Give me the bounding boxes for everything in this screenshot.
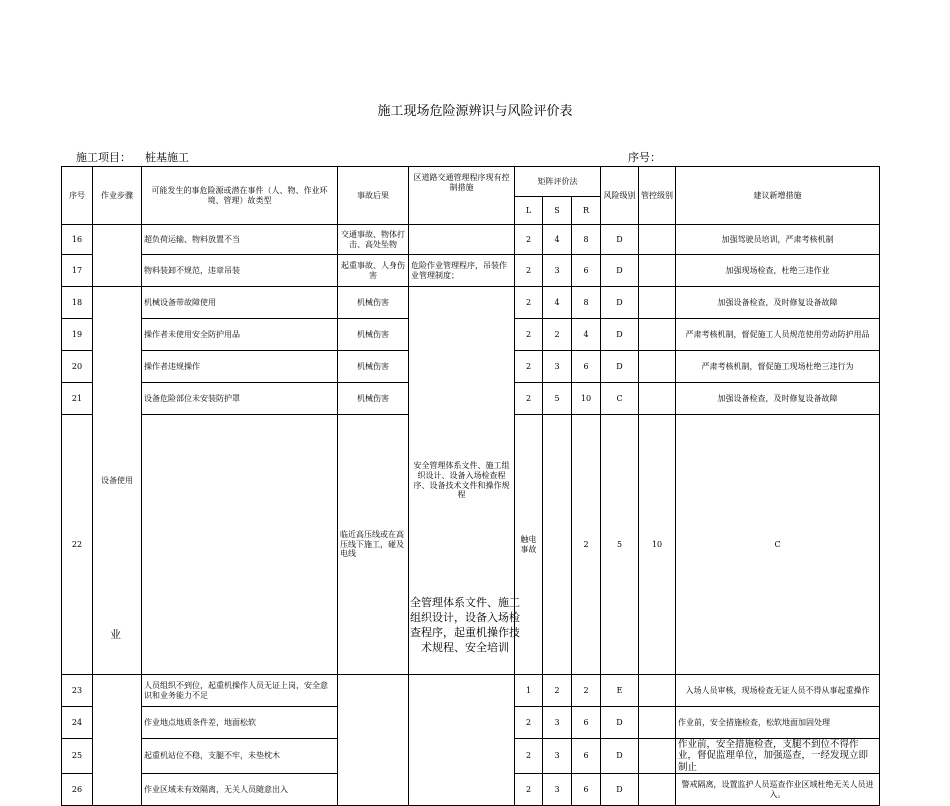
- row-risk-level: D: [601, 351, 639, 383]
- risk-assessment-table: [61, 166, 880, 806]
- row-no: 17: [62, 255, 93, 287]
- row-risk-level: D: [601, 287, 639, 319]
- table-row: [62, 255, 880, 287]
- row-r: 10: [639, 415, 676, 675]
- row-l: 2: [515, 287, 543, 319]
- header-r: R: [572, 197, 601, 225]
- row-no: 21: [62, 383, 93, 415]
- row-measure: 加强设备检查，及时修复设备故障: [676, 287, 880, 319]
- row-r: 8: [572, 225, 601, 255]
- row-r: 2: [572, 675, 601, 707]
- row-risk-level: E: [601, 675, 639, 707]
- table-row: [62, 675, 880, 707]
- row-r: 6: [572, 351, 601, 383]
- row-hazard: 操作者违规操作: [142, 351, 338, 383]
- header-matrix: 矩阵评价法: [515, 167, 601, 197]
- row-control-level: [639, 351, 676, 383]
- row-l: 2: [515, 319, 543, 351]
- row-s: 2: [543, 319, 572, 351]
- row-control-level: [639, 225, 676, 255]
- row-consequence: 机械伤害: [338, 319, 409, 351]
- row-s: 2: [543, 675, 572, 707]
- row-r: 8: [572, 287, 601, 319]
- row-l: 2: [515, 383, 543, 415]
- row-hazard: 人员组织不到位，起重机操作人员无证上岗，安全意识和业务能力不足: [142, 675, 338, 707]
- row-control-level: [639, 739, 676, 774]
- row-hazard: 超负荷运输、物料放置不当: [142, 225, 338, 255]
- row-consequence: 机械伤害: [338, 287, 409, 319]
- header-risk-level: 风险级别: [601, 167, 639, 225]
- row-control-level: [639, 774, 676, 806]
- row-r: 6: [572, 774, 601, 806]
- row-hazard: 机械设备带故障使用: [142, 287, 338, 319]
- header-l: L: [515, 197, 543, 225]
- row-measure: 警戒隔离，设置监护人员巡查作业区域杜绝无关人员进入。: [676, 774, 880, 806]
- row-s: 4: [543, 225, 572, 255]
- row-hazard: 作业地点地质条件差，地面松软: [142, 707, 338, 739]
- header-control-level: 管控级别: [639, 167, 676, 225]
- project-value: 桩基施工: [145, 151, 189, 164]
- row-measure: 入场人员审核，现场检查无证人员不得从事起重操作: [676, 675, 880, 707]
- row-controls: [409, 675, 515, 806]
- row-consequence: 机械伤害: [338, 351, 409, 383]
- row-risk-level: C: [601, 383, 639, 415]
- row-no: 16: [62, 225, 93, 255]
- project-label: 施工项目：: [76, 151, 131, 164]
- row-risk-level: D: [601, 225, 639, 255]
- row-r: 6: [572, 707, 601, 739]
- row-l: 2: [515, 225, 543, 255]
- overflow-controls-text: 全管理体系文件、施工组织设计，设备入场检查程序，起重机操作技术规程、安全培训: [410, 596, 520, 654]
- row-hazard: 设备危险部位未安装防护罩: [142, 383, 338, 415]
- row-controls: [543, 415, 572, 675]
- row-no: 18: [62, 287, 93, 319]
- row-risk-level: D: [601, 319, 639, 351]
- row-l: 2: [515, 707, 543, 739]
- row-step: [142, 415, 338, 675]
- row-s: 5: [543, 383, 572, 415]
- row-step: [93, 675, 142, 806]
- row-consequence: 机械伤害: [338, 383, 409, 415]
- controls-merged: 安全管理体系文件、施工组织设计、设备入场检查程序、设备技术文件和操作规程: [409, 287, 515, 675]
- page-title: 施工现场危险源辨识与风险评价表: [377, 104, 573, 119]
- row-control-level: [639, 255, 676, 287]
- row-hazard: 操作者未使用安全防护用品: [142, 319, 338, 351]
- row-hazard: 物料装卸不规范，违章吊装: [142, 255, 338, 287]
- row-s: 3: [543, 739, 572, 774]
- row-step: [93, 225, 142, 287]
- row-risk-level: D: [601, 739, 639, 774]
- header-measures: 建议新增措施: [676, 167, 880, 225]
- table-row: [62, 225, 880, 255]
- row-l: 1: [515, 675, 543, 707]
- row-measure: 加强驾驶员培训，严肃考核机制: [676, 225, 880, 255]
- row-s: 3: [543, 351, 572, 383]
- row-s: 3: [543, 707, 572, 739]
- row-hazard: 临近高压线或在高压线下施工，碰及电线: [338, 415, 409, 675]
- header-controls: 区道路交通管理程序现有控制措施: [409, 167, 515, 225]
- row-risk-level: D: [601, 255, 639, 287]
- row-hazard: 作业区域未有效隔离，无关人员随意出入: [142, 774, 338, 806]
- row-control-level: [639, 675, 676, 707]
- row-consequence: 交通事故、物体打击、高处坠物: [338, 225, 409, 255]
- step-group-equipment: 设备使用: [93, 287, 142, 675]
- row-r: 6: [572, 739, 601, 774]
- row-control-level: [639, 707, 676, 739]
- row-control-level: [639, 287, 676, 319]
- row-l: 2: [572, 415, 601, 675]
- table-row: [62, 287, 880, 319]
- header-consequence: 事故后果: [338, 167, 409, 225]
- row-controls: 危险作业管理程序，吊装作业管理制度；: [409, 255, 515, 287]
- row-hazard: 起重机站位不稳，支腿不牢，未垫枕木: [142, 739, 338, 774]
- row-no: 22: [62, 415, 93, 675]
- row-no: 24: [62, 707, 93, 739]
- row-measure: 作业前，安全措施检查，松软地面加固处理: [676, 707, 880, 739]
- row-l: 2: [515, 351, 543, 383]
- row-control-level: [639, 383, 676, 415]
- row-consequence: 起重事故、人身伤害: [338, 255, 409, 287]
- row-measure: 严肃考核机制，督促施工人员规范使用劳动防护用品: [676, 319, 880, 351]
- row-measure: 加强设备检查，及时修复设备故障: [676, 383, 880, 415]
- row-measure: 加强现场检查，杜绝三违作业: [676, 255, 880, 287]
- header-step: 作业步骤: [93, 167, 142, 225]
- row-r: 10: [572, 383, 601, 415]
- row-l: 2: [515, 739, 543, 774]
- row-no: 20: [62, 351, 93, 383]
- header-hazard: 可能发生的事危险源或潜在事件（人、物、作业环境、管理）故类型: [142, 167, 338, 225]
- row-no: 19: [62, 319, 93, 351]
- row-measure: 作业前，安全措施检查，支腿不到位不得作业，督促监理单位，加强巡查，一经发现立即制止: [676, 739, 880, 774]
- row-s: 5: [601, 415, 639, 675]
- row-risk-level: C: [676, 415, 880, 675]
- row-l: 2: [515, 255, 543, 287]
- row-control-level: [639, 319, 676, 351]
- row-risk-level: D: [601, 707, 639, 739]
- row-controls: [409, 225, 515, 255]
- row-s: 4: [543, 287, 572, 319]
- sequence-label: 序号：: [628, 151, 661, 164]
- row-s: 3: [543, 255, 572, 287]
- row-r: 6: [572, 255, 601, 287]
- row-consequence: [338, 675, 409, 806]
- row-no: 25: [62, 739, 93, 774]
- row-l: 2: [515, 774, 543, 806]
- row-s: 3: [543, 774, 572, 806]
- row-measure: 严肃考核机制，督促施工现场杜绝三违行为: [676, 351, 880, 383]
- header-s: S: [543, 197, 572, 225]
- header-no: 序号: [62, 167, 93, 225]
- row-no: 23: [62, 675, 93, 707]
- header-row-1: [62, 167, 880, 197]
- row-risk-level: D: [601, 774, 639, 806]
- row-r: 4: [572, 319, 601, 351]
- row-no: 26: [62, 774, 93, 806]
- row-consequence: 触电事故: [515, 415, 543, 675]
- overflow-step-text: 业: [110, 628, 121, 641]
